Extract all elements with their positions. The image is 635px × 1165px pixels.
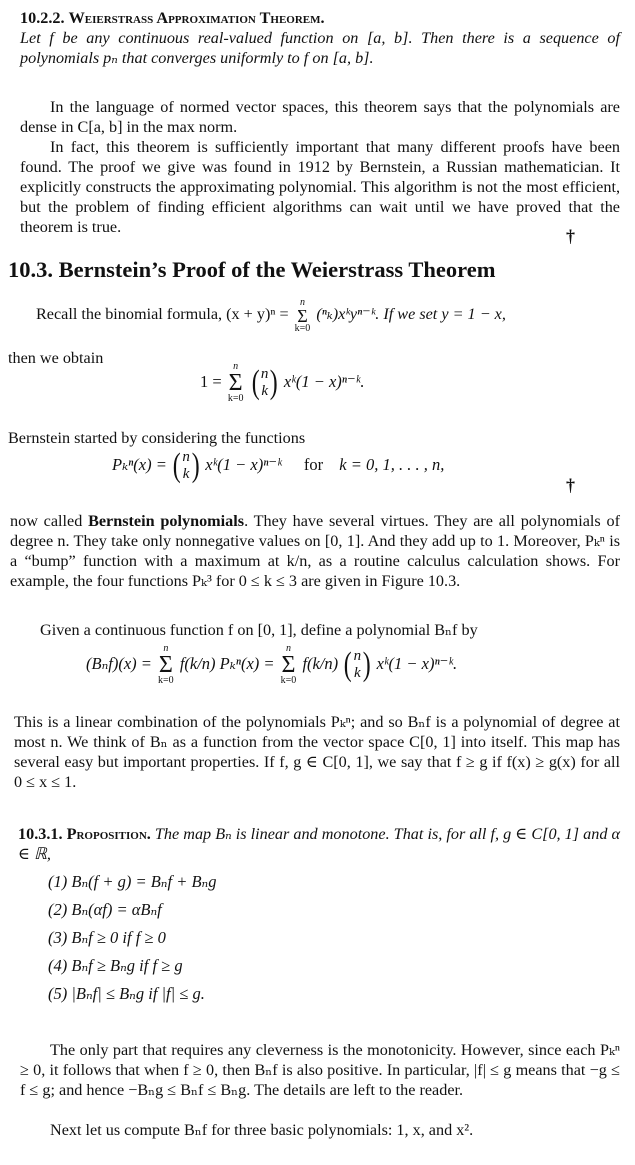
monotonicity-paragraph: The only part that requires any cleverness is the monotonicity. However, since each Pₖⁿ ≥ 0, it follows that when f ≥ 0, then Bₙf is also positive. In particular, |f| ≤ g means that −g ≤ f ≤ g; and hence −Bₙg ≤ Bₙf ≤ Bₙg. The details are left to the reader.: [20, 1041, 620, 1099]
theorem-statement: Let f be any continuous real-valued function on [a, b]. Then there is a sequence of polynomials pₙ that converges uniformly to f on [a, b].: [20, 29, 620, 67]
eq3-sum1: [158, 644, 174, 686]
eq2-range: k = 0, 1, . . . , n,: [339, 454, 445, 474]
virtues-lead: now called: [10, 512, 89, 530]
paragraph-proofs: In fact, this theorem is sufficiently important that many different proofs have been found. The proof we give was found in 1912 by Bernstein, a Russian mathematician. It explicitly constructs the approximating polynomial. This algorithm is not the most efficient, but the problem of finding efficient algorithms can wait until we have proved that the theorem is true.: [20, 138, 620, 236]
eq3-binom-k: k: [354, 665, 361, 681]
binomial-terms: (ⁿₖ)xᵏyⁿ⁻ᵏ. If we set y = 1 − x,: [316, 305, 506, 323]
proposition-number: 10.3.1.: [18, 825, 63, 843]
bernstein-virtues: [10, 511, 620, 591]
proposition-items: [48, 868, 216, 1008]
eq2-binom: [182, 449, 190, 483]
proposition-10-3-1: [18, 824, 620, 864]
eq3-sum1-lower: k=0: [158, 675, 174, 686]
equation-bernstein-poly: Pₖⁿ(x) = ( n k) xᵏ(1 − x)ⁿ⁻ᵏ for k = 0, 1, . . . , n,: [112, 447, 445, 484]
eq3-rhs: xᵏ(1 − x)ⁿ⁻ᵏ.: [376, 653, 458, 673]
eq3-sigma1: Σ: [158, 652, 173, 678]
eq3-sum2: [281, 644, 297, 686]
prop-item-3: (3) Bₙf ≥ 0 if f ≥ 0: [48, 928, 166, 947]
prop-item-4: (4) Bₙf ≥ Bₙg if f ≥ g: [48, 956, 183, 975]
eq3-binom-n: n: [353, 648, 362, 664]
bernstein-started: Bernstein started by considering the functions: [8, 429, 306, 447]
theorem-10-2-2: [20, 8, 620, 68]
eq2-binom-k: k: [182, 466, 190, 482]
sum-lower: k=0: [294, 323, 311, 334]
binomial-intro: Recall the binomial formula, (x + y)ⁿ =: [36, 305, 289, 323]
bernstein-polynomials-term: Bernstein polynomials: [88, 512, 245, 530]
prop-item-1: (1) Bₙ(f + g) = Bₙf + Bₙg: [48, 872, 217, 891]
prop-item-5: (5) |Bₙf| ≤ Bₙg if |f| ≤ g.: [48, 984, 205, 1003]
linear-combination: This is a linear combination of the polynomials Pₖⁿ; and so Bₙf is a polynomial of degree at most n. We think of Bₙ as a function from the vector space C[0, 1] into itself. This map has several easy but important properties. If f, g ∈ C[0, 1], we say that f ≥ g if f(x) ≥ g(x) for all 0 ≤ x ≤ 1.: [14, 713, 620, 791]
eq3-P: Pₖⁿ(x) =: [219, 653, 275, 673]
binom-n: n: [260, 366, 269, 382]
eq1-sum-lower: k=0: [227, 393, 244, 404]
prop-item-2: (2) Bₙ(αf) = αBₙf: [48, 900, 162, 919]
dagger-mark-2: †: [566, 475, 575, 495]
eq1-rhs: xᵏ(1 − x)ⁿ⁻ᵏ.: [283, 371, 365, 391]
virtues-text: . They have several virtues. They are all polynomials of degree n. They take only nonnegative values on [0, 1]. And they add up to 1. Moreover, Pₖⁿ is a “bump” function with a maximum at k/n, as a routine calculus calculation shows. For example, the four functions Pₖ³ for 0 ≤ k ≤ 3 are given in Figure 10.3.: [10, 512, 620, 590]
sum-symbol: [295, 298, 311, 334]
equation-sum-to-one: 1 = n Σ k=0 ( n k) xᵏ(1 − x)ⁿ⁻ᵏ.: [200, 361, 365, 404]
then-we-obtain: then we obtain: [8, 349, 104, 367]
eq3-lhs: (Bₙf)(x) =: [86, 653, 152, 673]
eq3-sum2-lower: k=0: [280, 675, 297, 686]
eq2-for: for: [303, 454, 324, 474]
sigma: Σ: [297, 306, 308, 326]
eq1-sigma: Σ: [228, 370, 243, 396]
eq3-fkn2: f(k/n): [302, 653, 339, 673]
equation-bnf: (Bₙf)(x) = n Σ k=0 f(k/n) Pₖⁿ(x) = n Σ k=0 f(k/n) ( n k) xᵏ(1 − x)ⁿ⁻ᵏ.: [86, 643, 458, 686]
eq3-fkn1: f(k/n): [179, 653, 216, 673]
binom-k: k: [261, 383, 268, 399]
eq1-sum: [228, 362, 244, 404]
theorem-title: Weierstrass Approximation Theorem.: [68, 9, 325, 27]
eq1-sum-upper: n: [233, 361, 239, 372]
next-compute: Next let us compute Bₙf for three basic polynomials: 1, x, and x².: [50, 1121, 474, 1139]
eq2-binom-n: n: [182, 449, 190, 465]
dagger-mark: †: [566, 226, 575, 246]
eq1-binom: [261, 366, 269, 400]
eq2-lhs: Pₖⁿ(x) =: [112, 454, 167, 474]
section-heading: 10.3. Bernstein’s Proof of the Weierstrass Theorem: [8, 257, 496, 282]
eq1-lhs: 1 =: [200, 371, 222, 391]
eq3-binom: [354, 648, 362, 682]
paragraph-dense: In the language of normed vector spaces, this theorem says that the polynomials are dense in C[a, b] in the max norm.: [20, 98, 620, 136]
eq3-sum2-upper: n: [285, 643, 291, 654]
binomial-paragraph: [36, 298, 626, 334]
eq2-rhs: xᵏ(1 − x)ⁿ⁻ᵏ: [205, 454, 282, 474]
theorem-number: 10.2.2.: [20, 9, 65, 27]
eq3-sum1-upper: n: [163, 643, 169, 654]
sum-upper: n: [299, 297, 305, 308]
proposition-title: Proposition.: [66, 825, 151, 843]
define-bnf: Given a continuous function f on [0, 1], define a polynomial Bₙf by: [40, 621, 478, 639]
eq3-sigma2: Σ: [281, 652, 296, 678]
proposition-statement: The map Bₙ is linear and monotone. That is, for all f, g ∈ C[0, 1] and α ∈ ℝ,: [18, 825, 621, 863]
